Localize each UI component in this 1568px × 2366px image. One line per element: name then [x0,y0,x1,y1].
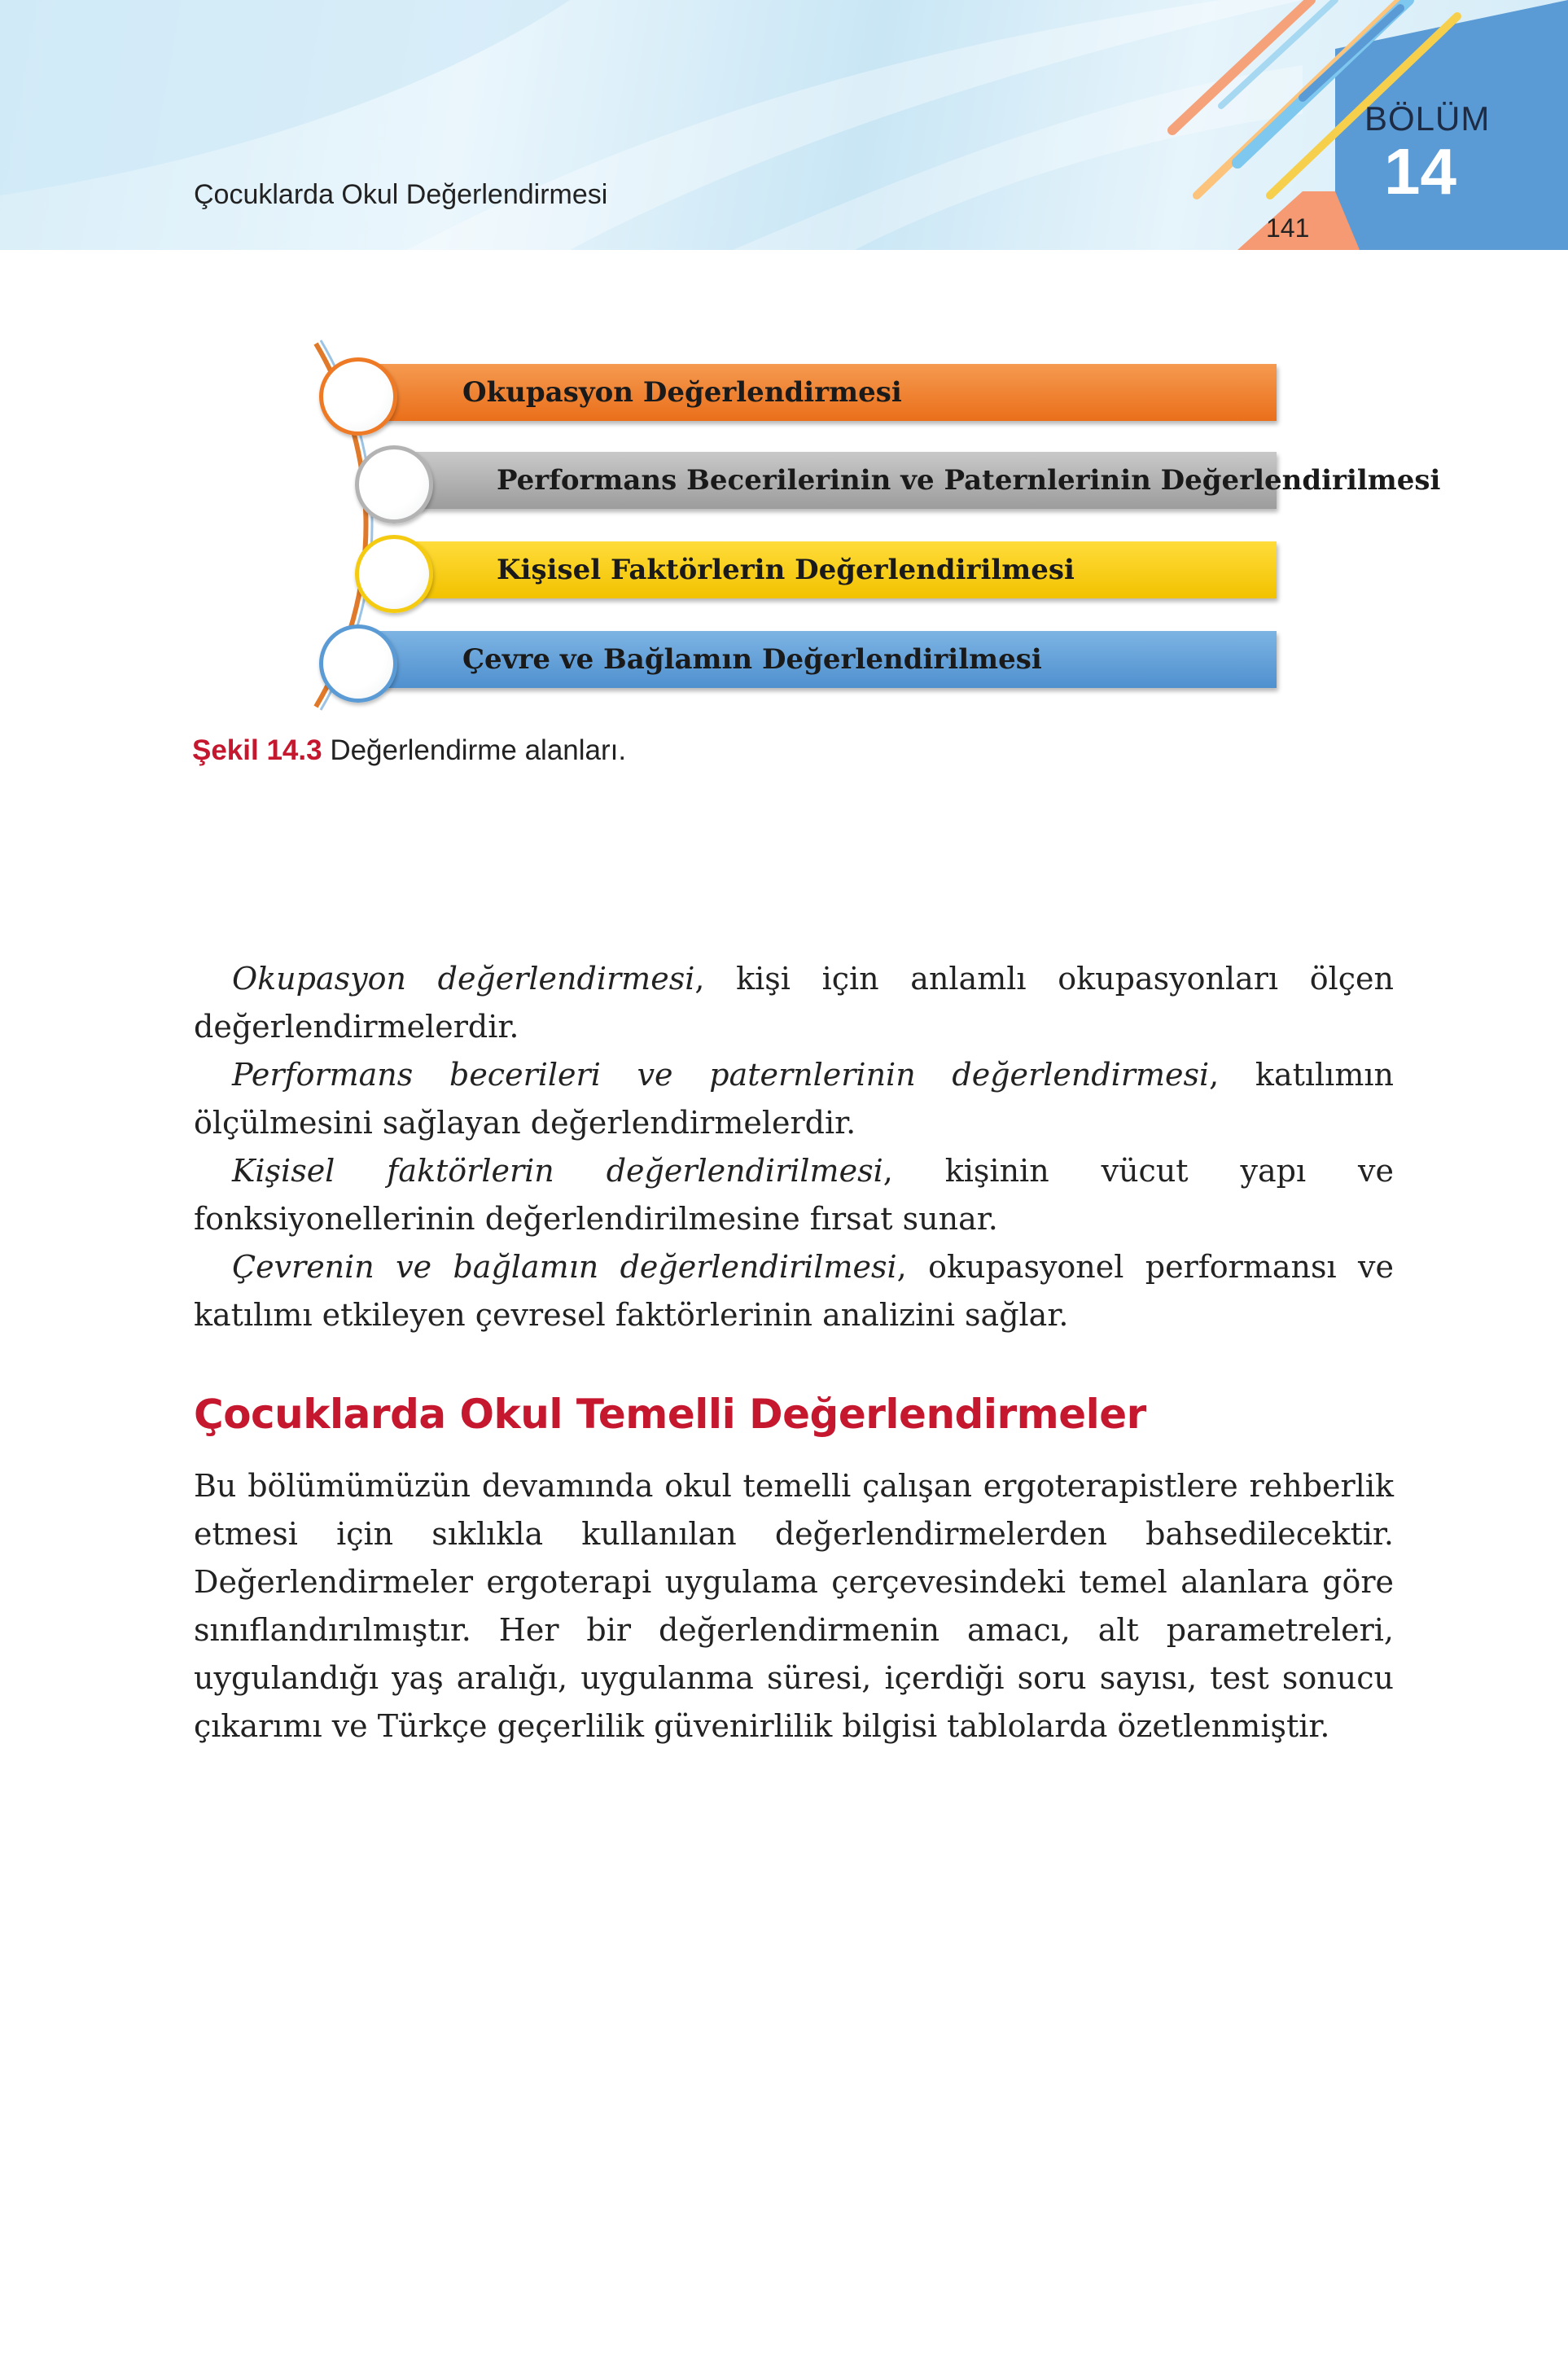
area-bar-environment [373,631,1277,688]
page-header [0,0,1568,250]
section-body: Bu bölümümüzün devamında okul temelli çalışan ergoterapistlere rehberlik etmesi için sıklıkla kullanılan değerlendirmelerden bahsedilecektir. Değerlendirmeler ergoterapi uygulama çerçevesindeki temel alanlara göre sınıflandırılmıştır. Her bir değerlendirmenin amacı, alt parametreleri, uygulandığı yaş aralığı, uygulanma süresi, içerdiği soru sayısı, test sonucu çıkarımı ve Türkçe geçerlilik güvenirlilik bilgisi tablolarda özetlenmiştir. [194,1468,1394,1744]
area-bar-occupation [373,364,1277,421]
figure-caption [192,734,626,767]
area-label-environment: Çevre ve Bağlamın Değerlendirilmesi [462,643,1042,676]
definition-text: , kişi için anlamlı okupasyonları ölçen değerlendirmelerdir. [194,961,1394,1045]
circle-icon [319,357,397,436]
definitions-block [194,955,1394,1339]
definition-term: Performans becerileri ve paternlerinin değerlendirmesi [232,1057,1210,1093]
area-label-personal: Kişisel Faktörlerin Değerlendirilmesi [497,554,1075,586]
running-title: Çocuklarda Okul Değerlendirmesi [194,179,608,210]
header-decoration [0,0,1568,250]
definition-paragraph [194,1243,1394,1339]
definition-paragraph [194,1051,1394,1147]
area-label-occupation: Okupasyon Değerlendirmesi [462,376,902,409]
definition-text: , okupasyonel performansı ve katılımı etkileyen çevresel faktörlerinin analizini sağlar. [194,1249,1394,1333]
area-bar-personal [409,541,1277,598]
assessment-areas-figure [309,334,1441,716]
circle-icon [355,445,433,524]
section-body-block [194,1462,1394,1750]
definition-text: , katılımın ölçülmesini sağlayan değerlendirmelerdir. [194,1057,1394,1141]
section-heading: Çocuklarda Okul Temelli Değerlendirmeler [194,1391,1146,1438]
caption-text: Değerlendirme alanları. [330,734,627,766]
caption-number: Şekil 14.3 [192,734,322,766]
circle-icon [355,535,433,613]
area-bar-performance [409,452,1441,509]
definition-term: Kişisel faktörlerin değerlendirilmesi [232,1153,883,1189]
area-label-performance: Performans Becerilerinin ve Paternlerinin Değerlendirilmesi [497,464,1441,497]
definition-term: Çevrenin ve bağlamın değerlendirilmesi [232,1249,897,1285]
chapter-number: 14 [1384,135,1456,208]
page-number: 141 [1266,213,1310,243]
definition-paragraph [194,1147,1394,1243]
definition-paragraph [194,955,1394,1051]
definition-text: , kişinin vücut yapı ve fonksiyonellerinin değerlendirilmesine fırsat sunar. [194,1153,1394,1237]
chapter-label: BÖLÜM [1364,99,1491,138]
circle-icon [319,624,397,703]
definition-term: Okupasyon değerlendirmesi [232,961,695,997]
